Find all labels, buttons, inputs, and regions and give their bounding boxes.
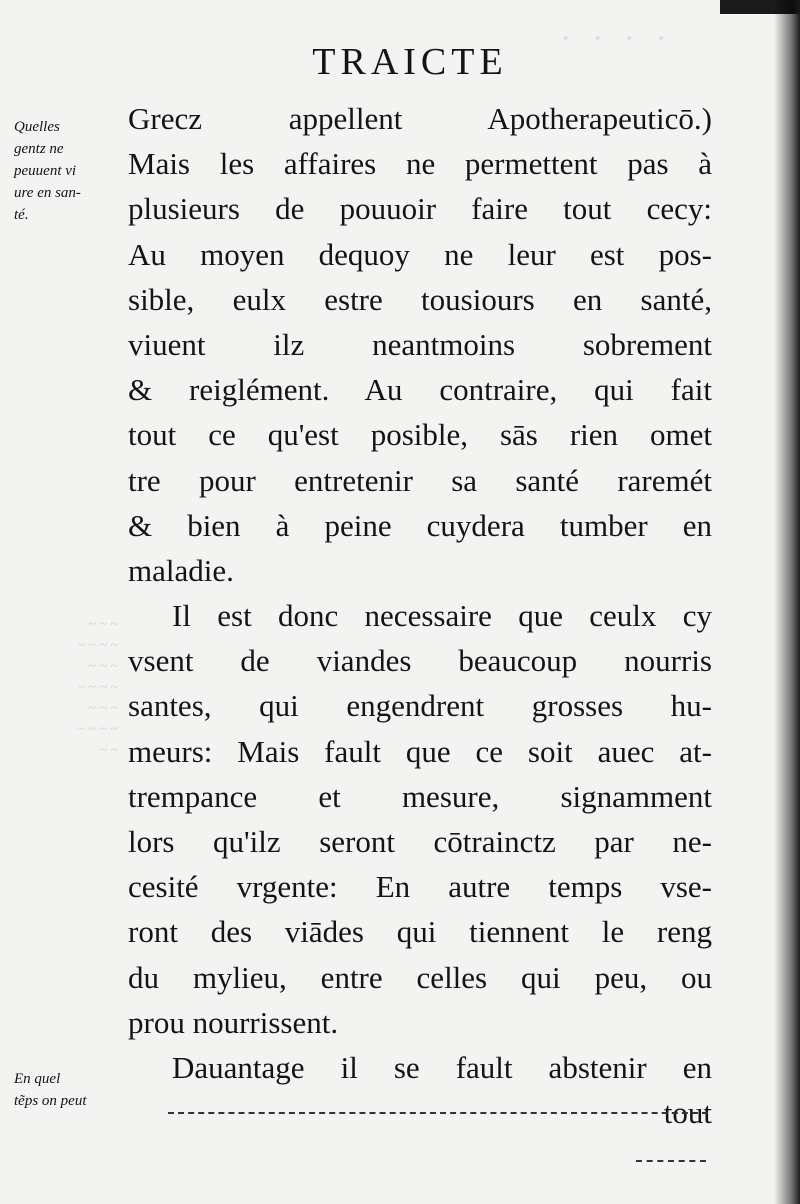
text-line: tout ce qu'est posible, sās rien omet [128,417,712,453]
text-line: Grecz appellent Apotherapeuticō.) [128,101,712,136]
marginal-note-line: gentz ne [14,141,64,157]
main-text-block [128,96,712,1135]
text-line: santes, qui engendrent grosses hu- [128,688,712,724]
catchword: tout [663,1095,712,1131]
marginal-note-line: En quel [14,1071,61,1087]
marginal-note-line: peuuent vi [14,163,77,179]
text-line: Mais les affaires ne permettent pas à [128,146,712,182]
text-line: viuent ilz neantmoins sobrement [128,326,712,362]
marginal-note-line: té. [14,207,29,223]
marginal-note-line: Quelles [14,119,60,135]
text-line: Au moyen dequoy ne leur est pos- [128,236,712,272]
text-line: tre pour entretenir sa santé raremét [128,462,712,498]
text-line: du mylieu, entre celles qui peu, ou [128,959,712,995]
text-line: sible, eulx estre tousiours en santé, [128,281,712,317]
marginal-note [14,116,126,226]
underline-rule [168,1112,708,1114]
text-line: vsent de viandes beaucoup nourris [128,643,712,679]
marginal-note-line: tẽps on peut [14,1093,87,1109]
marginal-note [14,1068,126,1112]
text-line: Dauantage il se fault abstenir en [172,1049,712,1085]
bleed-through-decoration: · · · · [560,20,673,57]
text-line: trempance et mesure, signamment [128,778,712,814]
bleed-through-decoration: ~ ~ ~ ~ ~ ~ ~ ~ ~ ~ ~ ~ ~ ~ ~ ~ ~ ~ ~ ~ ~ ~ ~ [77,617,118,758]
text-line: ront des viādes qui tiennent le reng [128,914,712,950]
text-line: Il est donc necessaire que ceulx cy [172,598,712,634]
text-line: & reiglément. Au contraire, qui fait [128,372,712,408]
marginal-note-line: ure en san- [14,185,81,201]
text-line: lors qu'ilz seront cōtrainctz par ne- [128,824,712,859]
text-line: prou nourrissent. [128,1004,339,1040]
text-line: meurs: Mais fault que ce soit auec at- [128,733,712,769]
running-title: TRAICTE [312,41,508,83]
text-line: & bien à peine cuydera tumber en [128,507,712,543]
scan-gutter-shadow [774,0,800,1204]
underline-rule [636,1160,706,1162]
text-line: plusieurs de pouuoir faire tout cecy: [128,191,712,227]
running-header [0,40,800,84]
text-line: maladie. [128,552,234,588]
text-line: cesité vrgente: En autre temps vse- [128,869,712,905]
